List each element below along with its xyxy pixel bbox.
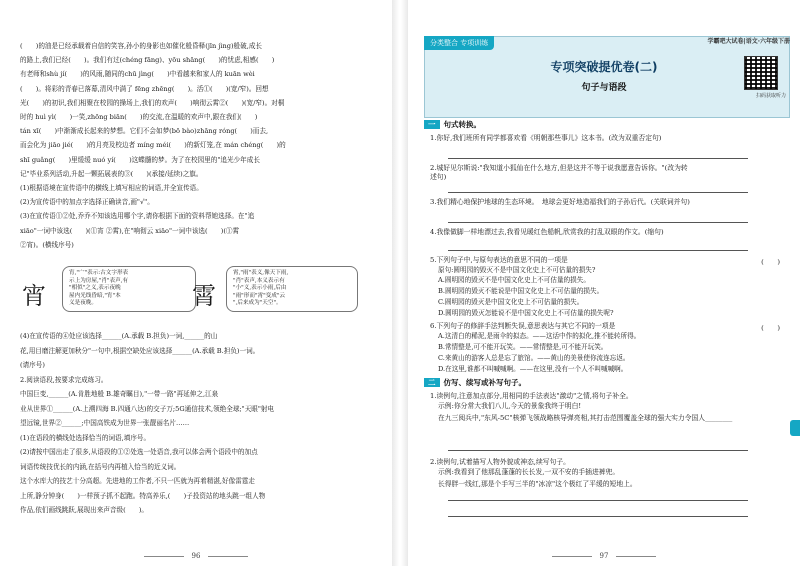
text-line: tán xī( )中渐渐成长起来的梦想。它们不会如梦(bō bào)zhāng róng( )而去, [20,127,269,136]
character-explanation-boxes [22,266,352,320]
question-4: 4.我像做脚一样地漂过去,我看见暖红色船帆,欣赏我的打乱双眼的作文。(缩句) [430,228,664,236]
definition-line: 宵,"宀"表示:古文字形表 [69,270,129,276]
page-number: 96 [0,552,392,560]
definition-line: 义是夜晚。 [69,300,97,306]
definition-line: "小"义,表示小雨,后由 [233,285,287,291]
text-line: (3)在宣传语①②处,乔乔不知该选用哪个字,请你根据下面的资料帮她选择。在"追 [20,212,255,221]
qr-note: 扫码获取听力 [755,93,786,99]
text-line: (4)在宣传语的④处应该选择______(A.承载 B.担负)一词,______的山 [20,332,218,340]
option: D.在这里,谁都不叫喊喊啊。——在这里,没有一个人不叫喊喊啊。 [438,365,628,373]
text-line: 望远镜,世界②______;中国高铁成为世界一张靓丽名片…… [20,419,190,427]
definition-line: "相似"之义,表示夜晚 [69,285,121,291]
answer-line[interactable] [448,158,748,159]
text-line: xiāo"一词中该选( )(①宵 ②霄),在"响彻云 xiāo"一词中该选( )(①霄 [20,226,240,235]
text-line: 词语传统技优长的内涵,在括号内再植入恰当的近义词。 [20,462,181,471]
rewrite-1-example: 示例:你分常大我们八儿,今天的景象我终于明白! [438,402,582,410]
answer-line[interactable] [448,250,748,251]
character-glyph-xiao-sky: 霄 [192,282,216,310]
option: C.来黄山的游客人总是忘了旅馆。——黄山的美景使你流连忘返。 [438,354,630,362]
text-line: 有老师和shù jí( )的风雨,随同的chū jìng( )中看越来和家人的 kuān wèi [20,70,255,79]
qr-code-icon [744,56,778,90]
question-5-original: 原句:圆明园的毁灭不是中国文化史上不可估量的损失? [438,266,596,274]
answer-paren[interactable]: ( ) [761,324,780,332]
rewrite-2-prompt: 长得胖一线红,那是个手写三半的"冰凉"这个极红了平缓的短地上。 [438,480,637,488]
text-line: ( )的油是已经承载着自信的笑容,孙小的身影也如催化般昏释(jīn jìng)般破,成长 [20,42,263,50]
option: A.圆明园的毁灭不是中国文化史上不可估量的损失。 [438,276,590,284]
book-title-header: 学霸吧大试卷|语文·六年级下册 [707,38,790,45]
text-line: 业从世界①______(A.上溯四海 B.四通八达)的交子万;5G通信技术,领绝全球;"天眼"射电 [20,404,275,413]
side-tab[interactable] [790,420,800,436]
text-line: 的路上,我们已经( )。我们有过(chéng fāng)、yōu shāng( )的忧虑,相感( ) [20,56,275,65]
text-line: 作品,依们画线跳跃,展现出来声音级( )。 [20,506,149,514]
section-heading-1: 一 句式转换。 [424,120,481,130]
definition-box-night [62,266,196,312]
answer-line[interactable] [448,516,748,517]
definition-box-sky [226,266,358,312]
question-1: 1.你好,我们班所有同学都喜欢看《明朝那些事儿》这本书。(改为双重否定句) [430,134,662,142]
option: B.常情整是,可不能开玩笑。——常情整是,可不能开玩笑。 [438,343,608,351]
question-3: 3.我们精心地保护地球的生态环境。 地球会更好地造福我们的子孙后代。(关联词并句) [430,198,690,206]
rewrite-2-example: 示例:我看到了他那乱蓬蓬的长长发,一双不安的手插进裤兜。 [438,468,620,476]
option: C.圆明园的毁灭是中国文化史上不可估量的损失。 [438,298,584,306]
rewrite-1: 1.读例句,注意加点部分,用相同的手法表达"激动"之情,将句子补全。 [430,392,633,400]
text-line: (1)在语段的横线处选择恰当的词语,填序号。 [20,433,151,442]
question-5: 5.下列句子中,与原句表达的意思不同的一项是 [430,256,568,264]
answer-paren[interactable]: ( ) [761,258,780,266]
right-page [408,0,800,566]
text-line: (2)请按中国出走了很多,从语段的①②处选一处语音,我可以体会两个语段中的加点 [20,448,258,456]
text-line: 而会化为 jiāo jié( )的月亮及校边者 míng méi( )的新灯笼,在 mán chéng( )的 [20,141,286,150]
text-line: 上所,静分钟身( )一样预子抓不起跑。特高养乐,( )子投资站的地头跳一组人物 [20,491,266,500]
text-line: 时的 huì yì( )一笑,zhōng biān( )的交流,在温暖的欢声中,跟在我们( ) [20,113,258,121]
answer-line[interactable] [448,192,748,193]
text-line: 光( )的初识,我们相聚在校园的操场上,我们的欢声( )响彻云霄②( )(宽/窄)。对桐 [20,98,285,107]
character-glyph-xiao-night: 宵 [22,282,46,310]
option: D.圆明园的毁灭怎能说不是中国文化史上不可估量的损失呢? [438,309,614,317]
text-line: 中国巨变,______(A.肯胜地般 B.雄奇瞩目),"一带一路"再延伸之,江泉 [20,390,219,398]
page-subtitle: 句子与语段 [581,83,627,93]
answer-line[interactable] [448,222,748,223]
definition-line: "雨"形而"霄"变成"云 [233,292,286,299]
rewrite-2: 2.读例句,试着描写人物外貌或神态,续写句子。 [430,458,570,466]
question-6: 6.下列句子的修辞手法判断失误,意思表达与其它不同的一项是 [430,322,616,330]
question-2: 2.城好见尔斯说:"我知道小狐仙在什么地方,但是这并不等于说我愿意告诉你。"(改为转 [430,164,688,172]
option: A.这清白的稀泥,是雨伞的拟态。——这话中作的拟化,推不能转所得。 [438,332,641,340]
definition-line: 示上为房屋,"肖"表声,有 [69,277,129,284]
answer-line[interactable] [448,450,748,451]
text-line: ( )。将彩的青春已落幕,清风中满了 fēng zhēng( )。活①( )(宽/窄)。回想 [20,84,269,93]
book-spine [392,0,408,566]
rewrite-1-prompt: 在九三阅兵中,"东风-5C"核弹飞领战略核导弹亮相,其打击范围覆盖全球的强大实力令国人________ [438,414,733,422]
text-line: (1)根据语境在宣传语中的横线上填写相应的词语,并全宣传语。 [20,184,203,192]
text-line: ②宵)。(横线序号) [20,240,74,249]
text-line: 这个水库大的技艺十分高超。先进地的工作者,不只一匹就为再着精湛,好像雷霆走 [20,477,255,485]
tagline-badge: 分类整合 专项训练 [424,36,494,50]
definition-line: 屋内光线昏暗,"宵"本 [69,292,121,299]
page-number: 97 [408,552,800,560]
text-line: 记"毕业系列活动,升起一颗拓展表的③( )(承接/延续)之旗。 [20,169,203,178]
page-title: 专项突破提优卷(二) [550,60,658,74]
text-line: 花,用目磨注解更加秋分"一句中,根据空缺处应该选择______(A.承载 B.担负)一词。 [20,346,260,355]
question-2-cont: 述句) [430,173,447,181]
option: B.圆明园的毁灭不能说是中国文化史上不可估量的损失。 [438,287,604,295]
text-line: (请序号) [20,361,45,369]
section-heading-2: 二 仿写、续写或补写句子。 [424,378,526,388]
text-line: 2.阅读语段,按要求完成练习。 [20,375,108,384]
answer-line[interactable] [448,500,748,501]
left-page [0,0,392,566]
text-line: shī guǎng( )里缓缓 nuó yí( )这蝶髓的梦。为了在校园里的"追光少年成长 [20,155,260,164]
definition-line: ",后来成为"天空"。 [233,300,282,306]
definition-line: 霄,"雨"表义,像天下雨, [233,270,289,276]
text-line: (2)为宣传语中的加点字选择正确读音,画"√"。 [20,198,154,207]
definition-line: "肖"表声,本义表示有 [233,277,285,284]
